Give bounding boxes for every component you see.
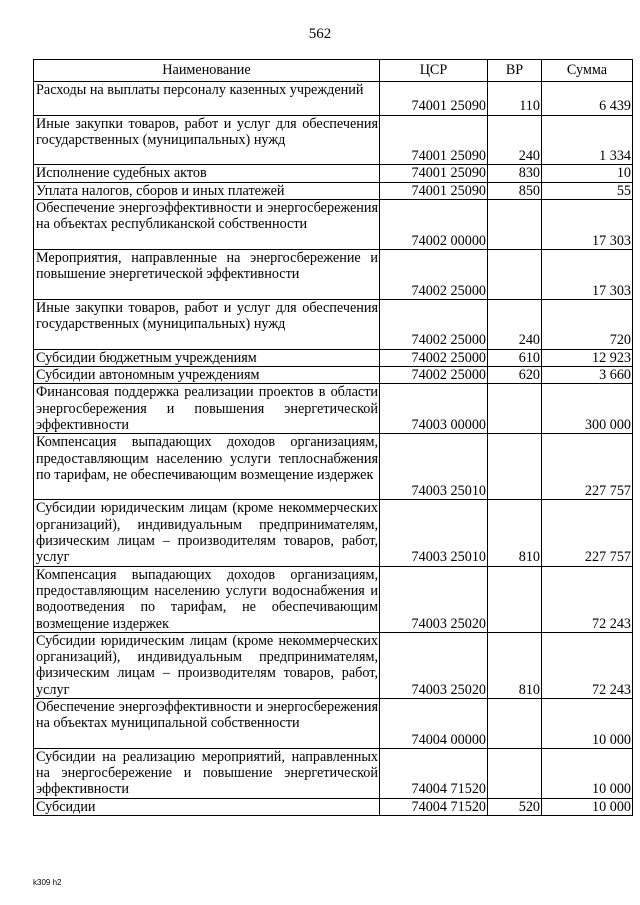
row-csr: 74001 25090: [380, 115, 488, 165]
table-row: [34, 367, 633, 384]
table-row: [34, 698, 633, 748]
row-name: Субсидии юридическим лицам (кроме некоммерческих организаций), индивидуальным предпринимателям, физическим лицам – производителям товаров, работ, услуг: [34, 632, 380, 698]
row-csr: 74002 25000: [380, 367, 488, 384]
row-csr: 74003 25020: [380, 566, 488, 632]
row-csr: 74003 25020: [380, 632, 488, 698]
row-sum: 300 000: [542, 384, 633, 434]
row-name: Исполнение судебных актов: [34, 165, 380, 182]
row-name: Компенсация выпадающих доходов организациям, предоставляющим населению услуги теплоснабжения по тарифам, не обеспечивающим возмещение издержек: [34, 434, 380, 500]
page-number: 562: [308, 26, 332, 42]
table-row: [34, 249, 633, 299]
row-name: Иные закупки товаров, работ и услуг для обеспечения государственных (муниципальных) нужд: [34, 299, 380, 349]
row-csr: 74003 25010: [380, 434, 488, 500]
row-name: Иные закупки товаров, работ и услуг для обеспечения государственных (муниципальных) нужд: [34, 115, 380, 165]
row-vr: 240: [488, 299, 542, 349]
row-sum: 3 660: [542, 367, 633, 384]
row-name: Субсидии юридическим лицам (кроме некоммерческих организаций), индивидуальным предпринимателям, физическим лицам – производителям товаров, работ, услуг: [34, 500, 380, 566]
row-vr: [488, 566, 542, 632]
row-sum: 227 757: [542, 434, 633, 500]
table-row: [34, 82, 633, 116]
row-vr: [488, 249, 542, 299]
row-csr: 74001 25090: [380, 165, 488, 182]
row-sum: 10 000: [542, 698, 633, 748]
row-vr: 610: [488, 349, 542, 366]
row-csr: 74004 00000: [380, 698, 488, 748]
row-vr: 830: [488, 165, 542, 182]
row-vr: [488, 698, 542, 748]
table-row: [34, 182, 633, 199]
row-vr: 850: [488, 182, 542, 199]
row-name: Финансовая поддержка реализации проектов в области энергосбережения и повышения энергетической эффективности: [34, 384, 380, 434]
row-name: Обеспечение энергоэффективности и энергосбережения на объектах республиканской собственности: [34, 200, 380, 250]
row-sum: 1 334: [542, 115, 633, 165]
row-vr: [488, 384, 542, 434]
row-sum: 720: [542, 299, 633, 349]
row-name: Субсидии бюджетным учреждениям: [34, 349, 380, 366]
row-sum: 10 000: [542, 748, 633, 798]
table-row: [34, 384, 633, 434]
row-name: Компенсация выпадающих доходов организациям, предоставляющим населению услуги водоснабжения и водоотведения по тарифам, не обеспечивающим возмещение издержек: [34, 566, 380, 632]
footer-code: k309 h2: [33, 878, 62, 887]
row-csr: 74002 25000: [380, 249, 488, 299]
row-csr: 74001 25090: [380, 82, 488, 116]
table-row: [34, 434, 633, 500]
row-csr: 74001 25090: [380, 182, 488, 199]
table-row: [34, 632, 633, 698]
row-csr: 74002 25000: [380, 299, 488, 349]
row-vr: 620: [488, 367, 542, 384]
row-vr: 110: [488, 82, 542, 116]
table-row: [34, 349, 633, 366]
row-name: Обеспечение энергоэффективности и энергосбережения на объектах муниципальной собственности: [34, 698, 380, 748]
header-sum: Сумма: [542, 60, 633, 82]
header-name: Наименование: [34, 60, 380, 82]
row-sum: 17 303: [542, 249, 633, 299]
row-sum: 72 243: [542, 566, 633, 632]
row-csr: 74002 00000: [380, 200, 488, 250]
table-row: [34, 115, 633, 165]
row-csr: 74004 71520: [380, 798, 488, 815]
header-csr: ЦСР: [380, 60, 488, 82]
row-name: Субсидии автономным учреждениям: [34, 367, 380, 384]
table-row: [34, 798, 633, 815]
row-name: Уплата налогов, сборов и иных платежей: [34, 182, 380, 199]
row-vr: 240: [488, 115, 542, 165]
row-sum: 10: [542, 165, 633, 182]
row-sum: 55: [542, 182, 633, 199]
row-csr: 74003 25010: [380, 500, 488, 566]
row-csr: 74004 71520: [380, 748, 488, 798]
row-sum: 10 000: [542, 798, 633, 815]
row-sum: 6 439: [542, 82, 633, 116]
row-name: Субсидии: [34, 798, 380, 815]
row-sum: 17 303: [542, 200, 633, 250]
row-sum: 72 243: [542, 632, 633, 698]
row-vr: 810: [488, 632, 542, 698]
table-row: [34, 299, 633, 349]
row-vr: 520: [488, 798, 542, 815]
table-row: [34, 500, 633, 566]
row-vr: 810: [488, 500, 542, 566]
row-csr: 74003 00000: [380, 384, 488, 434]
row-csr: 74002 25000: [380, 349, 488, 366]
budget-table: [33, 59, 633, 816]
row-name: Расходы на выплаты персоналу казенных учреждений: [34, 82, 380, 116]
table-row: [34, 200, 633, 250]
row-sum: 12 923: [542, 349, 633, 366]
table-header-row: [34, 60, 633, 82]
row-vr: [488, 434, 542, 500]
row-sum: 227 757: [542, 500, 633, 566]
row-vr: [488, 748, 542, 798]
row-name: Мероприятия, направленные на энергосбережение и повышение энергетической эффективности: [34, 249, 380, 299]
row-name: Субсидии на реализацию мероприятий, направленных на энергосбережение и повышение энергетической эффективности: [34, 748, 380, 798]
table-row: [34, 165, 633, 182]
header-vr: ВР: [488, 60, 542, 82]
table-row: [34, 566, 633, 632]
table-row: [34, 748, 633, 798]
row-vr: [488, 200, 542, 250]
